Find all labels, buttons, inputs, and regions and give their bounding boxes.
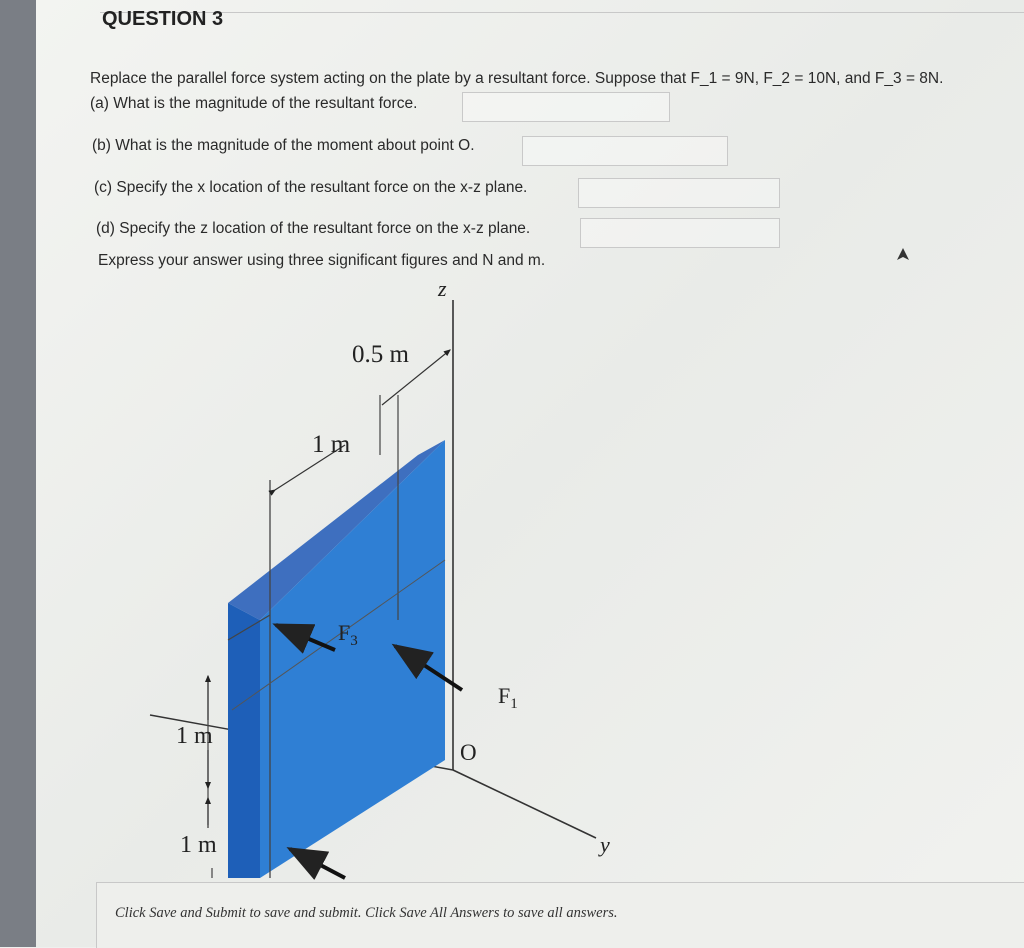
part-c-text: (c) Specify the x location of the resultant force on the x-z plane. — [94, 179, 528, 196]
save-instructions: Click Save and Submit to save and submit. Click Save All Answers to save all answers. — [115, 905, 618, 921]
force-label-f1: $F_1$ — [498, 683, 518, 712]
dimension-label-1m-left-upper: 1 m — [176, 723, 213, 749]
footer-panel — [96, 882, 1024, 948]
question-intro: Replace the parallel force system acting on the plate by a resultant force. Suppose that F_1 = 9N, F_2 = 10N, and F_3 = 8N. — [90, 70, 944, 87]
dimension-label-0.5m: 0.5 m — [352, 341, 409, 368]
y-axis — [453, 770, 596, 838]
z-axis-label: z — [438, 276, 447, 301]
origin-label: O — [460, 740, 477, 765]
y-axis-label: y — [600, 832, 610, 857]
force-label-f3: $F_3$ — [338, 620, 358, 649]
dimension-label-1m-top: 1 m — [312, 431, 351, 458]
plate-side-face — [228, 603, 260, 878]
part-d-text: (d) Specify the z location of the resultant force on the x-z plane. — [96, 220, 531, 237]
dimension-label-1m-left-lower: 1 m — [180, 832, 217, 858]
force-arrow-f2 — [290, 849, 345, 878]
part-b-text: (b) What is the magnitude of the moment about point O. — [92, 137, 475, 154]
part-a-text: (a) What is the magnitude of the resultant force. — [90, 95, 418, 112]
answer-instruction: Express your answer using three significant figures and N and m. — [98, 252, 546, 269]
question-title: QUESTION 3 — [102, 8, 224, 30]
